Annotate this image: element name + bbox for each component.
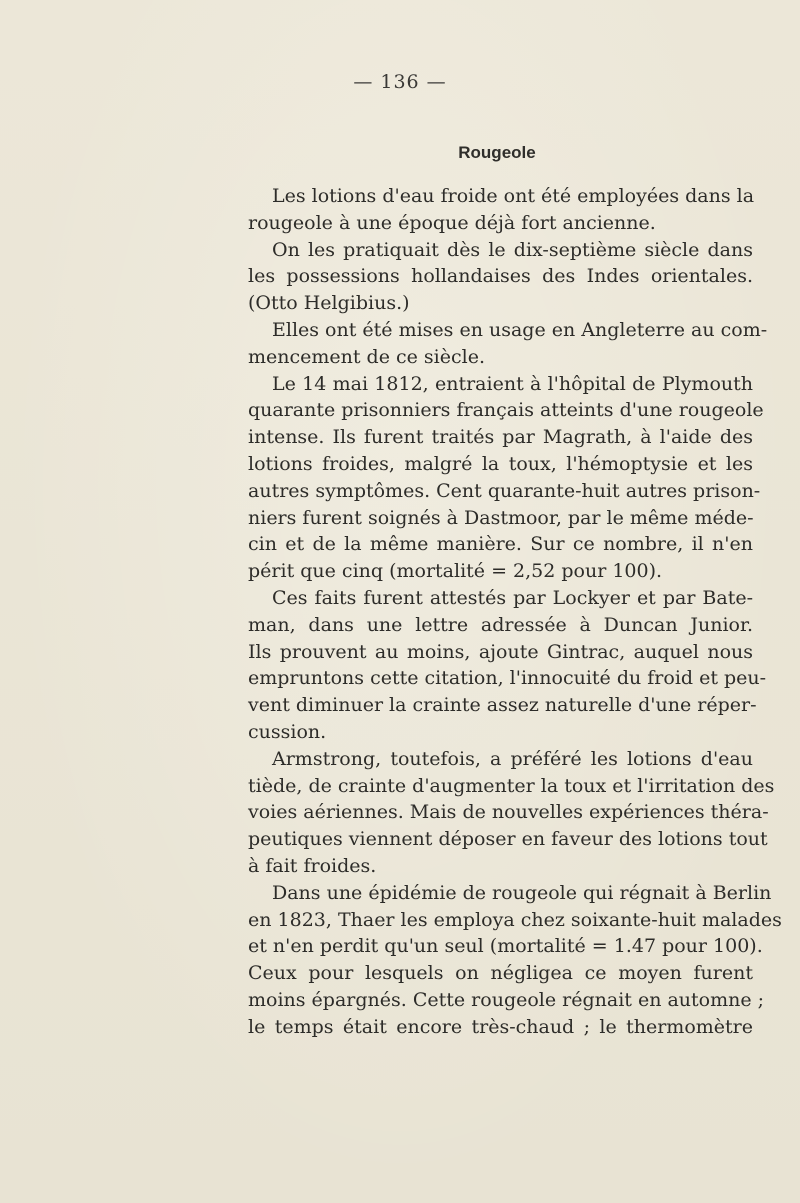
text-line: lotions froides, malgré la toux, l'hémoptysie et les <box>248 452 753 475</box>
text-line: et n'en perdit qu'un seul (mortalité = 1.47 pour 100). <box>248 935 763 958</box>
text-line: les possessions hollandaises des Indes orientales. <box>248 265 753 288</box>
text-line: cin et de la même manière. Sur ce nombre, il n'en <box>248 533 753 556</box>
text-line: niers furent soignés à Dastmoor, par le même méde- <box>248 506 754 529</box>
text-line: On les pratiquait dès le dix-septième siècle dans <box>272 238 753 261</box>
text-line: Dans une épidémie de rougeole qui régnait à Berlin <box>272 881 772 904</box>
text-line: périt que cinq (mortalité = 2,52 pour 100). <box>248 560 663 583</box>
text-line: en 1823, Thaer les employa chez soixante-huit malades <box>248 908 782 931</box>
text-line: cussion. <box>248 720 327 743</box>
text-line: moins épargnés. Cette rougeole régnait en automne ; <box>248 988 765 1011</box>
text-line: intense. Ils furent traités par Magrath, à l'aide des <box>248 426 753 449</box>
text-line: tiède, de crainte d'augmenter la toux et l'irritation des <box>248 774 775 797</box>
text-line: Les lotions d'eau froide ont été employées dans la <box>272 185 755 207</box>
text-line: mencement de ce siècle. <box>248 345 485 368</box>
text-line: Ces faits furent attestés par Lockyer et par Bate- <box>272 586 753 609</box>
text-line: Ceux pour lesquels on négligea ce moyen furent <box>248 962 753 985</box>
section-heading: Rougeole <box>458 143 536 162</box>
text-line: autres symptômes. Cent quarante-huit autres prison- <box>248 479 761 502</box>
text-line: man, dans une lettre adressée à Duncan Junior. <box>248 613 753 636</box>
text-line: à fait froides. <box>248 854 377 877</box>
text-line: Ils prouvent au moins, ajoute Gintrac, auquel nous <box>248 640 753 663</box>
text-line: voies aériennes. Mais de nouvelles expériences théra- <box>248 801 769 824</box>
body-text <box>248 183 782 1041</box>
text-line: rougeole à une époque déjà fort ancienne. <box>248 211 656 234</box>
text-line: peutiques viennent déposer en faveur des lotions tout <box>248 828 768 851</box>
text-line: empruntons cette citation, l'innocuité du froid et peu- <box>248 667 767 690</box>
text-line: Elles ont été mises en usage en Angleterre au com- <box>272 318 768 341</box>
text-line: Le 14 mai 1812, entraient à l'hôpital de Plymouth <box>272 372 753 395</box>
text-line: le temps était encore très-chaud ; le thermomètre <box>248 1015 753 1038</box>
text-line: Armstrong, toutefois, a préféré les lotions d'eau <box>272 747 753 770</box>
text-line: quarante prisonniers français atteints d'une rougeole <box>248 399 764 422</box>
text-line: (Otto Helgibius.) <box>248 292 410 315</box>
text-line: vent diminuer la crainte assez naturelle d'une réper- <box>248 694 757 717</box>
page-number: — 136 — <box>353 71 447 93</box>
